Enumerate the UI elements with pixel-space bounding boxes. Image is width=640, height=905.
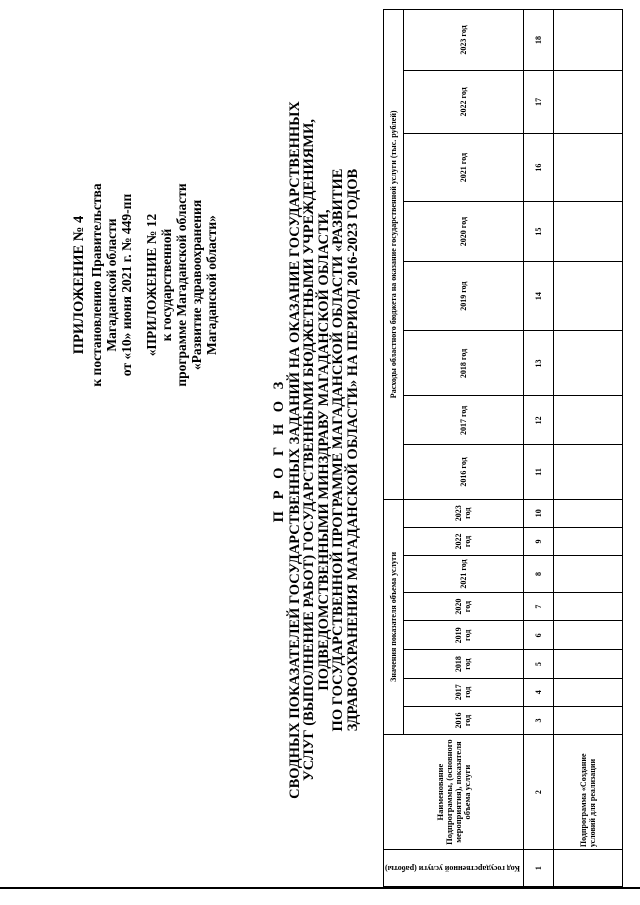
column-number: 11	[524, 445, 554, 499]
column-number: 12	[524, 396, 554, 445]
table-cell	[554, 650, 623, 678]
column-number: 2	[524, 735, 554, 850]
volume-year-header: 2022 год	[403, 527, 523, 555]
title-line: УСЛУГ (ВЫПОЛНЕНИЕ РАБОТ) ГОСУДАРСТВЕННЫМИ БЮДЖЕТНЫМИ УЧРЕЖДЕНИЯМИ,	[301, 119, 317, 781]
column-number: 18	[524, 10, 554, 71]
document-title	[272, 0, 360, 900]
column-number: 16	[524, 133, 554, 201]
expense-year-header: 2023 год	[403, 10, 523, 71]
table-cell	[554, 202, 623, 262]
column-number: 1	[524, 850, 554, 887]
table-cell	[554, 499, 623, 527]
title-line: ПО ГОСУДАРСТВЕННОЙ ПРОГРАММЕ МАГАДАНСКОЙ ОБЛАСТИ «РАЗВИТИЕ	[330, 168, 346, 732]
expense-year-header: 2016 год	[403, 445, 523, 499]
volume-year-header: 2019 год	[403, 621, 523, 650]
volume-year-header: 2016 год	[403, 706, 523, 734]
column-number: 6	[524, 621, 554, 650]
table-row	[554, 10, 623, 887]
page-bottom-rule	[0, 887, 640, 889]
column-number: 9	[524, 527, 554, 555]
expense-group-header: Расходы областного бюджета на оказание государственной услуги (тыс. рублей)	[384, 10, 404, 500]
expense-year-header: 2018 год	[403, 331, 523, 396]
volume-year-header: 2017 год	[403, 678, 523, 706]
column-number: 10	[524, 499, 554, 527]
title-line: СВОДНЫХ ПОКАЗАТЕЛЕЙ ГОСУДАРСТВЕННЫХ ЗАДАНИЙ НА ОКАЗАНИЕ ГОСУДАРСТВЕННЫХ	[286, 101, 303, 799]
column-number: 8	[524, 556, 554, 593]
table-cell	[554, 261, 623, 330]
annex-line: программе Магаданской области	[174, 183, 189, 387]
annex-line: от «10» июня 2021 г. № 449-пп	[119, 193, 134, 377]
table-cell	[554, 445, 623, 499]
volume-year-header: 2020 год	[403, 592, 523, 620]
annex-line: к государственной	[159, 228, 174, 342]
volume-year-header: 2023 год	[403, 499, 523, 527]
table-cell	[554, 70, 623, 133]
table-cell	[554, 850, 623, 887]
table-cell	[554, 592, 623, 620]
annex-line: к постановлению Правительства	[89, 183, 104, 387]
annex-sub-heading: «ПРИЛОЖЕНИЕ № 12	[144, 213, 159, 357]
column-number: 3	[524, 706, 554, 734]
table-cell	[554, 621, 623, 650]
annex-block	[72, 140, 219, 430]
table-cell	[554, 331, 623, 396]
subprogram-name-cell: Подпрограмма «Создание условий для реализации	[554, 735, 623, 850]
expense-year-header: 2022 год	[403, 70, 523, 133]
table-cell	[554, 556, 623, 593]
volume-year-header: 2018 год	[403, 650, 523, 678]
volume-group-header: Значения показателя объема услуги	[384, 499, 404, 735]
column-number: 15	[524, 202, 554, 262]
annex-line: «Развитие здравоохранения	[189, 199, 204, 371]
annex-line: Магаданской области»	[204, 215, 219, 355]
column-number-row	[524, 10, 554, 887]
volume-year-header: 2021 год	[403, 556, 523, 593]
expense-year-header: 2021 год	[403, 133, 523, 201]
column-number: 5	[524, 650, 554, 678]
annex-heading: ПРИЛОЖЕНИЕ № 4	[71, 215, 87, 355]
table-cell	[554, 10, 623, 71]
title-line: ЗДРАВООХРАНЕНИЯ МАГАДАНСКОЙ ОБЛАСТИ» НА ПЕРИОД 2016-2023 ГОДОВ	[344, 168, 361, 732]
name-header: Наименование Подпрограммы, (основного мероприятия), показателя объема услуги	[384, 735, 524, 850]
column-number: 14	[524, 261, 554, 330]
column-number: 4	[524, 678, 554, 706]
forecast-table	[383, 9, 623, 887]
column-number: 13	[524, 331, 554, 396]
table-cell	[554, 527, 623, 555]
title-line: ПОДВЕДОМСТВЕННЫМИ МИНЗДРАВУ МАГАДАНСКОЙ ОБЛАСТИ,	[315, 209, 332, 691]
table-cell	[554, 133, 623, 201]
column-number: 17	[524, 70, 554, 133]
code-header: Код государственной услуги (работы)	[384, 850, 524, 887]
title-line: П Р О Г Н О З	[271, 377, 287, 523]
column-number: 7	[524, 592, 554, 620]
annex-line: Магаданской области	[104, 218, 119, 352]
table-cell	[554, 396, 623, 445]
expense-year-header: 2019 год	[403, 261, 523, 330]
table-cell	[554, 678, 623, 706]
expense-year-header: 2017 год	[403, 396, 523, 445]
expense-year-header: 2020 год	[403, 202, 523, 262]
table-cell	[554, 706, 623, 734]
